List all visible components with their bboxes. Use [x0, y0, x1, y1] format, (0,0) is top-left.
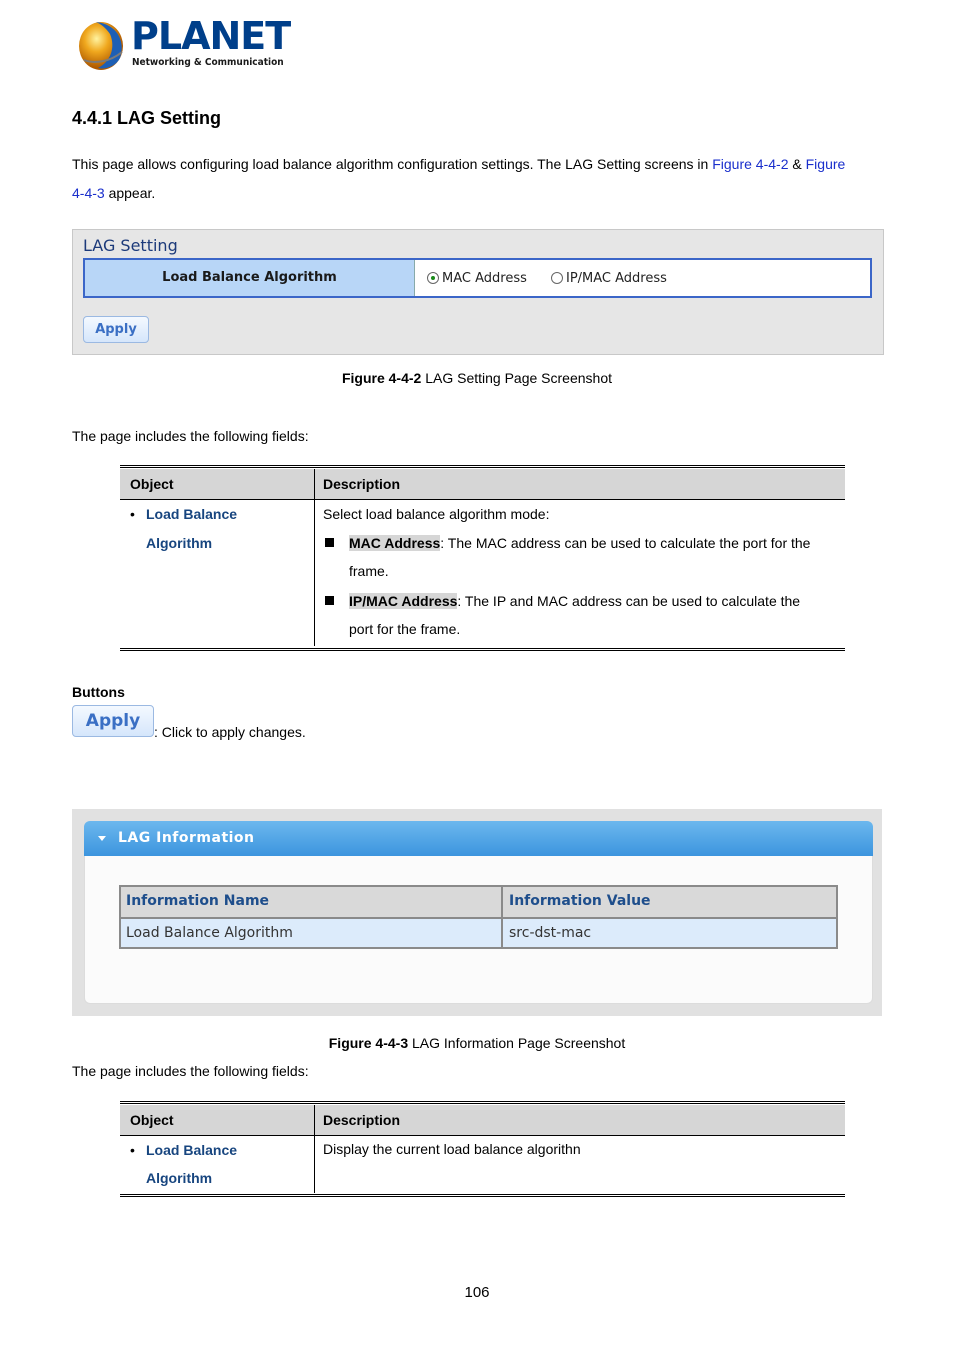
desc-item-2-cont: port for the frame.	[349, 621, 461, 637]
mac-address-label: MAC Address	[442, 271, 527, 286]
item-2-text: : The IP and MAC address can be used to calculate the	[457, 593, 801, 609]
desc-item-2	[349, 593, 800, 609]
figure-caption-1	[72, 370, 882, 386]
table-1-divider	[314, 469, 315, 646]
intro-text: This page allows configuring load balance algorithm configuration settings. The LAG Setting screens in	[72, 156, 713, 172]
figure-text-2: LAG Information Page Screenshot	[408, 1035, 626, 1051]
desc-item-1-cont: frame.	[349, 563, 389, 579]
table-2-header	[120, 1105, 845, 1136]
lag-setting-title: LAG Setting	[83, 236, 178, 255]
page-number: 106	[464, 1284, 490, 1301]
info-value-cell: src-dst-mac	[509, 925, 592, 941]
table-2-divider	[314, 1105, 315, 1193]
apply-description: : Click to apply changes.	[154, 724, 306, 740]
intro-text-end: appear.	[104, 185, 156, 201]
mac-address-radio[interactable]	[427, 272, 439, 284]
info-value-header: Information Value	[509, 893, 651, 909]
figure-caption-2	[72, 1035, 882, 1051]
bullet: •	[130, 1142, 135, 1158]
figure-label-1: Figure 4-4-2	[341, 370, 422, 386]
table-1-header	[120, 469, 845, 500]
figure-label-2: Figure 4-4-3	[328, 1035, 409, 1051]
apply-button-large[interactable]: Apply	[72, 705, 154, 737]
object-line-2: Algorithm	[146, 1170, 213, 1186]
collapse-triangle-icon[interactable]	[98, 836, 106, 841]
table-2-header-object: Object	[130, 1112, 174, 1128]
section-title: 4.4.1 LAG Setting	[72, 108, 222, 128]
brand-tagline: Networking & Communication	[132, 57, 284, 68]
desc-intro: Select load balance algorithm mode:	[323, 506, 550, 522]
globe-icon	[76, 18, 132, 74]
figure-link-1[interactable]: Figure 4-4-2	[712, 156, 789, 172]
item-1-term: MAC Address	[349, 535, 441, 551]
ip-mac-address-label: IP/MAC Address	[566, 271, 667, 286]
ip-mac-address-radio[interactable]	[551, 272, 563, 284]
fields-intro-2: The page includes the following fields:	[72, 1063, 309, 1079]
buttons-heading: Buttons	[72, 684, 125, 700]
intro-paragraph	[72, 150, 882, 208]
object-line-1: Load Balance	[146, 1142, 238, 1158]
figure-text-1: LAG Setting Page Screenshot	[421, 370, 613, 386]
bullet: •	[130, 506, 135, 522]
info-name-cell: Load Balance Algorithm	[126, 925, 293, 941]
square-bullet-icon	[325, 596, 334, 605]
table-2-desc: Display the current load balance algorithn	[323, 1141, 581, 1157]
figure-link-2b[interactable]: 4-4-3	[72, 185, 105, 201]
apply-button[interactable]: Apply	[83, 316, 149, 343]
item-1-text: : The MAC address can be used to calculate the port for the	[440, 535, 811, 551]
item-2-term: IP/MAC Address	[349, 593, 458, 609]
table-2-header-description: Description	[323, 1112, 401, 1128]
fields-intro: The page includes the following fields:	[72, 428, 309, 444]
table-1-header-description: Description	[323, 476, 401, 492]
load-balance-label: Load Balance Algorithm	[85, 260, 415, 296]
object-line-1: Load Balance	[146, 506, 238, 522]
lag-info-divider	[501, 887, 503, 947]
figure-link-2a[interactable]: Figure	[805, 156, 846, 172]
lag-info-title: LAG Information	[118, 830, 255, 846]
info-name-header: Information Name	[126, 893, 270, 909]
brand-name: PLANET	[131, 14, 291, 58]
square-bullet-icon	[325, 538, 334, 547]
desc-item-1	[349, 535, 810, 551]
object-line-2: Algorithm	[146, 535, 213, 551]
intro-amp: &	[788, 156, 806, 172]
table-1-header-object: Object	[130, 476, 174, 492]
